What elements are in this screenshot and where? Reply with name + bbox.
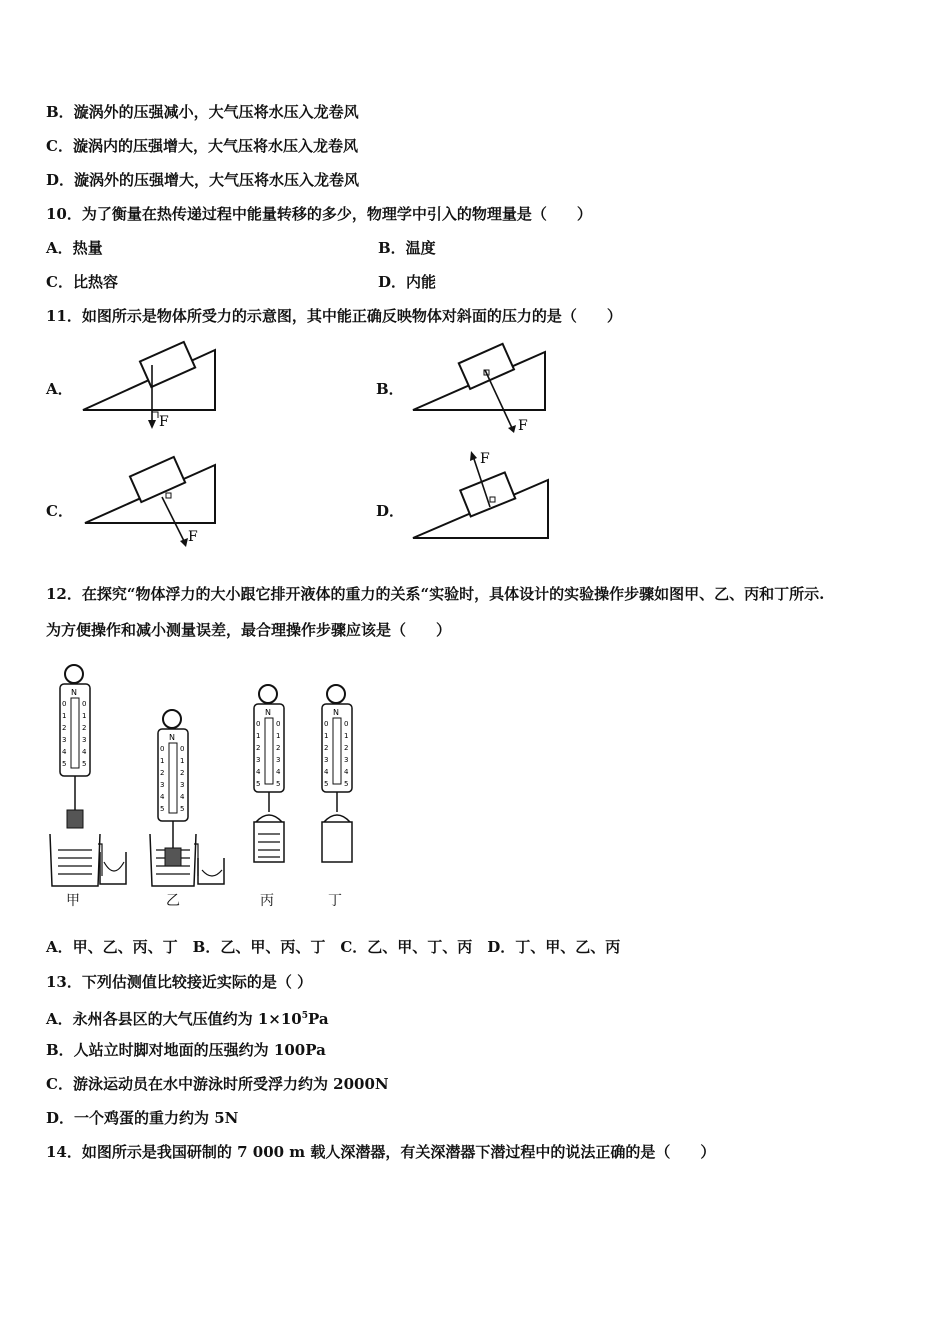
caption-yi: 乙 <box>166 893 180 909</box>
tick: 4 <box>276 768 281 776</box>
scale-unit-yi: N <box>169 733 175 742</box>
q11-figure-b <box>410 340 550 435</box>
tick: 3 <box>160 781 165 789</box>
tick: 5 <box>256 780 261 788</box>
tick: 1 <box>276 732 281 740</box>
q13-stem: 13．下列估测值比较接近实际的是（ ） <box>46 973 313 991</box>
q11-b-force-label: F <box>518 418 528 434</box>
tick: 1 <box>324 732 329 740</box>
tick: 3 <box>82 736 87 744</box>
tick: 1 <box>62 712 67 720</box>
q11-figure-c <box>80 455 220 550</box>
q9-option-c: C．漩涡内的压强增大，大气压将水压入龙卷风 <box>46 137 358 155</box>
tick: 4 <box>82 748 87 756</box>
q9-option-b: B．漩涡外的压强减小，大气压将水压入龙卷风 <box>46 103 359 121</box>
q11-label-c: C． <box>46 502 73 520</box>
tick: 2 <box>344 744 349 752</box>
tick: 0 <box>276 720 281 728</box>
tick: 2 <box>160 769 165 777</box>
q11-a-force-label: F <box>159 414 169 430</box>
q11-label-d: D． <box>376 502 405 520</box>
tick: 4 <box>256 768 261 776</box>
tick: 4 <box>344 768 349 776</box>
tick: 0 <box>62 700 67 708</box>
q10-stem: 10．为了衡量在热传递过程中能量转移的多少，物理学中引入的物理量是（ ） <box>46 205 592 223</box>
q11-c-force-label: F <box>188 529 198 545</box>
tick: 4 <box>160 793 165 801</box>
tick: 1 <box>82 712 87 720</box>
q10-option-c: C．比热容 <box>46 273 118 291</box>
q12-options: A．甲、乙、丙、丁 B．乙、甲、丙、丁 C．乙、甲、丁、丙 D．丁、甲、乙、丙 <box>46 938 621 956</box>
scale-unit-ding: N <box>333 708 339 717</box>
q10-option-a: A．热量 <box>46 239 103 257</box>
tick: 2 <box>256 744 261 752</box>
tick: 3 <box>276 756 281 764</box>
spring-scale-ding <box>322 685 352 862</box>
tick: 0 <box>160 745 165 753</box>
q12-figure <box>44 662 364 912</box>
q13-a-unit: Pa <box>308 1010 329 1028</box>
q11-figure-a <box>80 340 220 435</box>
tick: 5 <box>82 760 87 768</box>
tick: 1 <box>344 732 349 740</box>
q11-d-force-label: F <box>480 451 490 467</box>
tick: 4 <box>324 768 329 776</box>
q10-option-b: B．温度 <box>378 239 436 257</box>
tick: 4 <box>62 748 67 756</box>
scale-unit-jia: N <box>71 688 77 697</box>
tick: 3 <box>62 736 67 744</box>
spring-scale-yi <box>150 710 224 886</box>
tick: 3 <box>344 756 349 764</box>
scale-unit-bing: N <box>265 708 271 717</box>
tick: 2 <box>324 744 329 752</box>
tick: 3 <box>324 756 329 764</box>
tick: 5 <box>180 805 185 813</box>
tick: 3 <box>180 781 185 789</box>
q11-label-a: A． <box>46 380 73 398</box>
tick: 2 <box>276 744 281 752</box>
q11-figure-d <box>410 445 550 545</box>
tick: 0 <box>256 720 261 728</box>
q13-a-text: A．永州各县区的大气压值约为 1×10 <box>46 1010 302 1028</box>
tick: 0 <box>180 745 185 753</box>
q14-stem: 14．如图所示是我国研制的 7 000 m 载人深潜器，有关深潜器下潜过程中的说法正确的是（ ） <box>46 1143 716 1161</box>
tick: 0 <box>82 700 87 708</box>
tick: 1 <box>256 732 261 740</box>
q9-option-d: D．漩涡外的压强增大，大气压将水压入龙卷风 <box>46 171 360 189</box>
q12-stem-line2: 为方便操作和减小测量误差，最合理操作步骤应该是（ ） <box>46 621 452 639</box>
tick: 3 <box>256 756 261 764</box>
tick: 5 <box>160 805 165 813</box>
tick: 5 <box>344 780 349 788</box>
tick: 5 <box>276 780 281 788</box>
q12-stem-line1: 12．在探究“物体浮力的大小跟它排开液体的重力的关系“实验时，具体设计的实验操作步骤如图甲、乙、丙和丁所示. <box>46 585 825 603</box>
tick: 2 <box>82 724 87 732</box>
spring-scale-jia <box>50 665 126 886</box>
q13-option-a <box>46 1006 329 1029</box>
tick: 5 <box>324 780 329 788</box>
q11-label-b: B． <box>376 380 404 398</box>
q13-option-b: B．人站立时脚对地面的压强约为 100Pa <box>46 1041 326 1059</box>
caption-jia: 甲 <box>66 893 80 909</box>
q13-option-d: D．一个鸡蛋的重力约为 5N <box>46 1109 239 1127</box>
tick: 1 <box>180 757 185 765</box>
spring-scale-bing <box>254 685 284 862</box>
tick: 1 <box>160 757 165 765</box>
tick: 4 <box>180 793 185 801</box>
tick: 2 <box>180 769 185 777</box>
q10-option-d: D．内能 <box>378 273 437 291</box>
tick: 0 <box>324 720 329 728</box>
q11-stem: 11．如图所示是物体所受力的示意图，其中能正确反映物体对斜面的压力的是（ ） <box>46 307 622 325</box>
caption-bing: 丙 <box>260 893 274 909</box>
tick: 0 <box>344 720 349 728</box>
tick: 2 <box>62 724 67 732</box>
q13-option-c: C．游泳运动员在水中游泳时所受浮力约为 2000N <box>46 1075 389 1093</box>
tick: 5 <box>62 760 67 768</box>
caption-ding: 丁 <box>328 893 342 909</box>
q13-a-exponent: 5 <box>301 1011 309 1021</box>
